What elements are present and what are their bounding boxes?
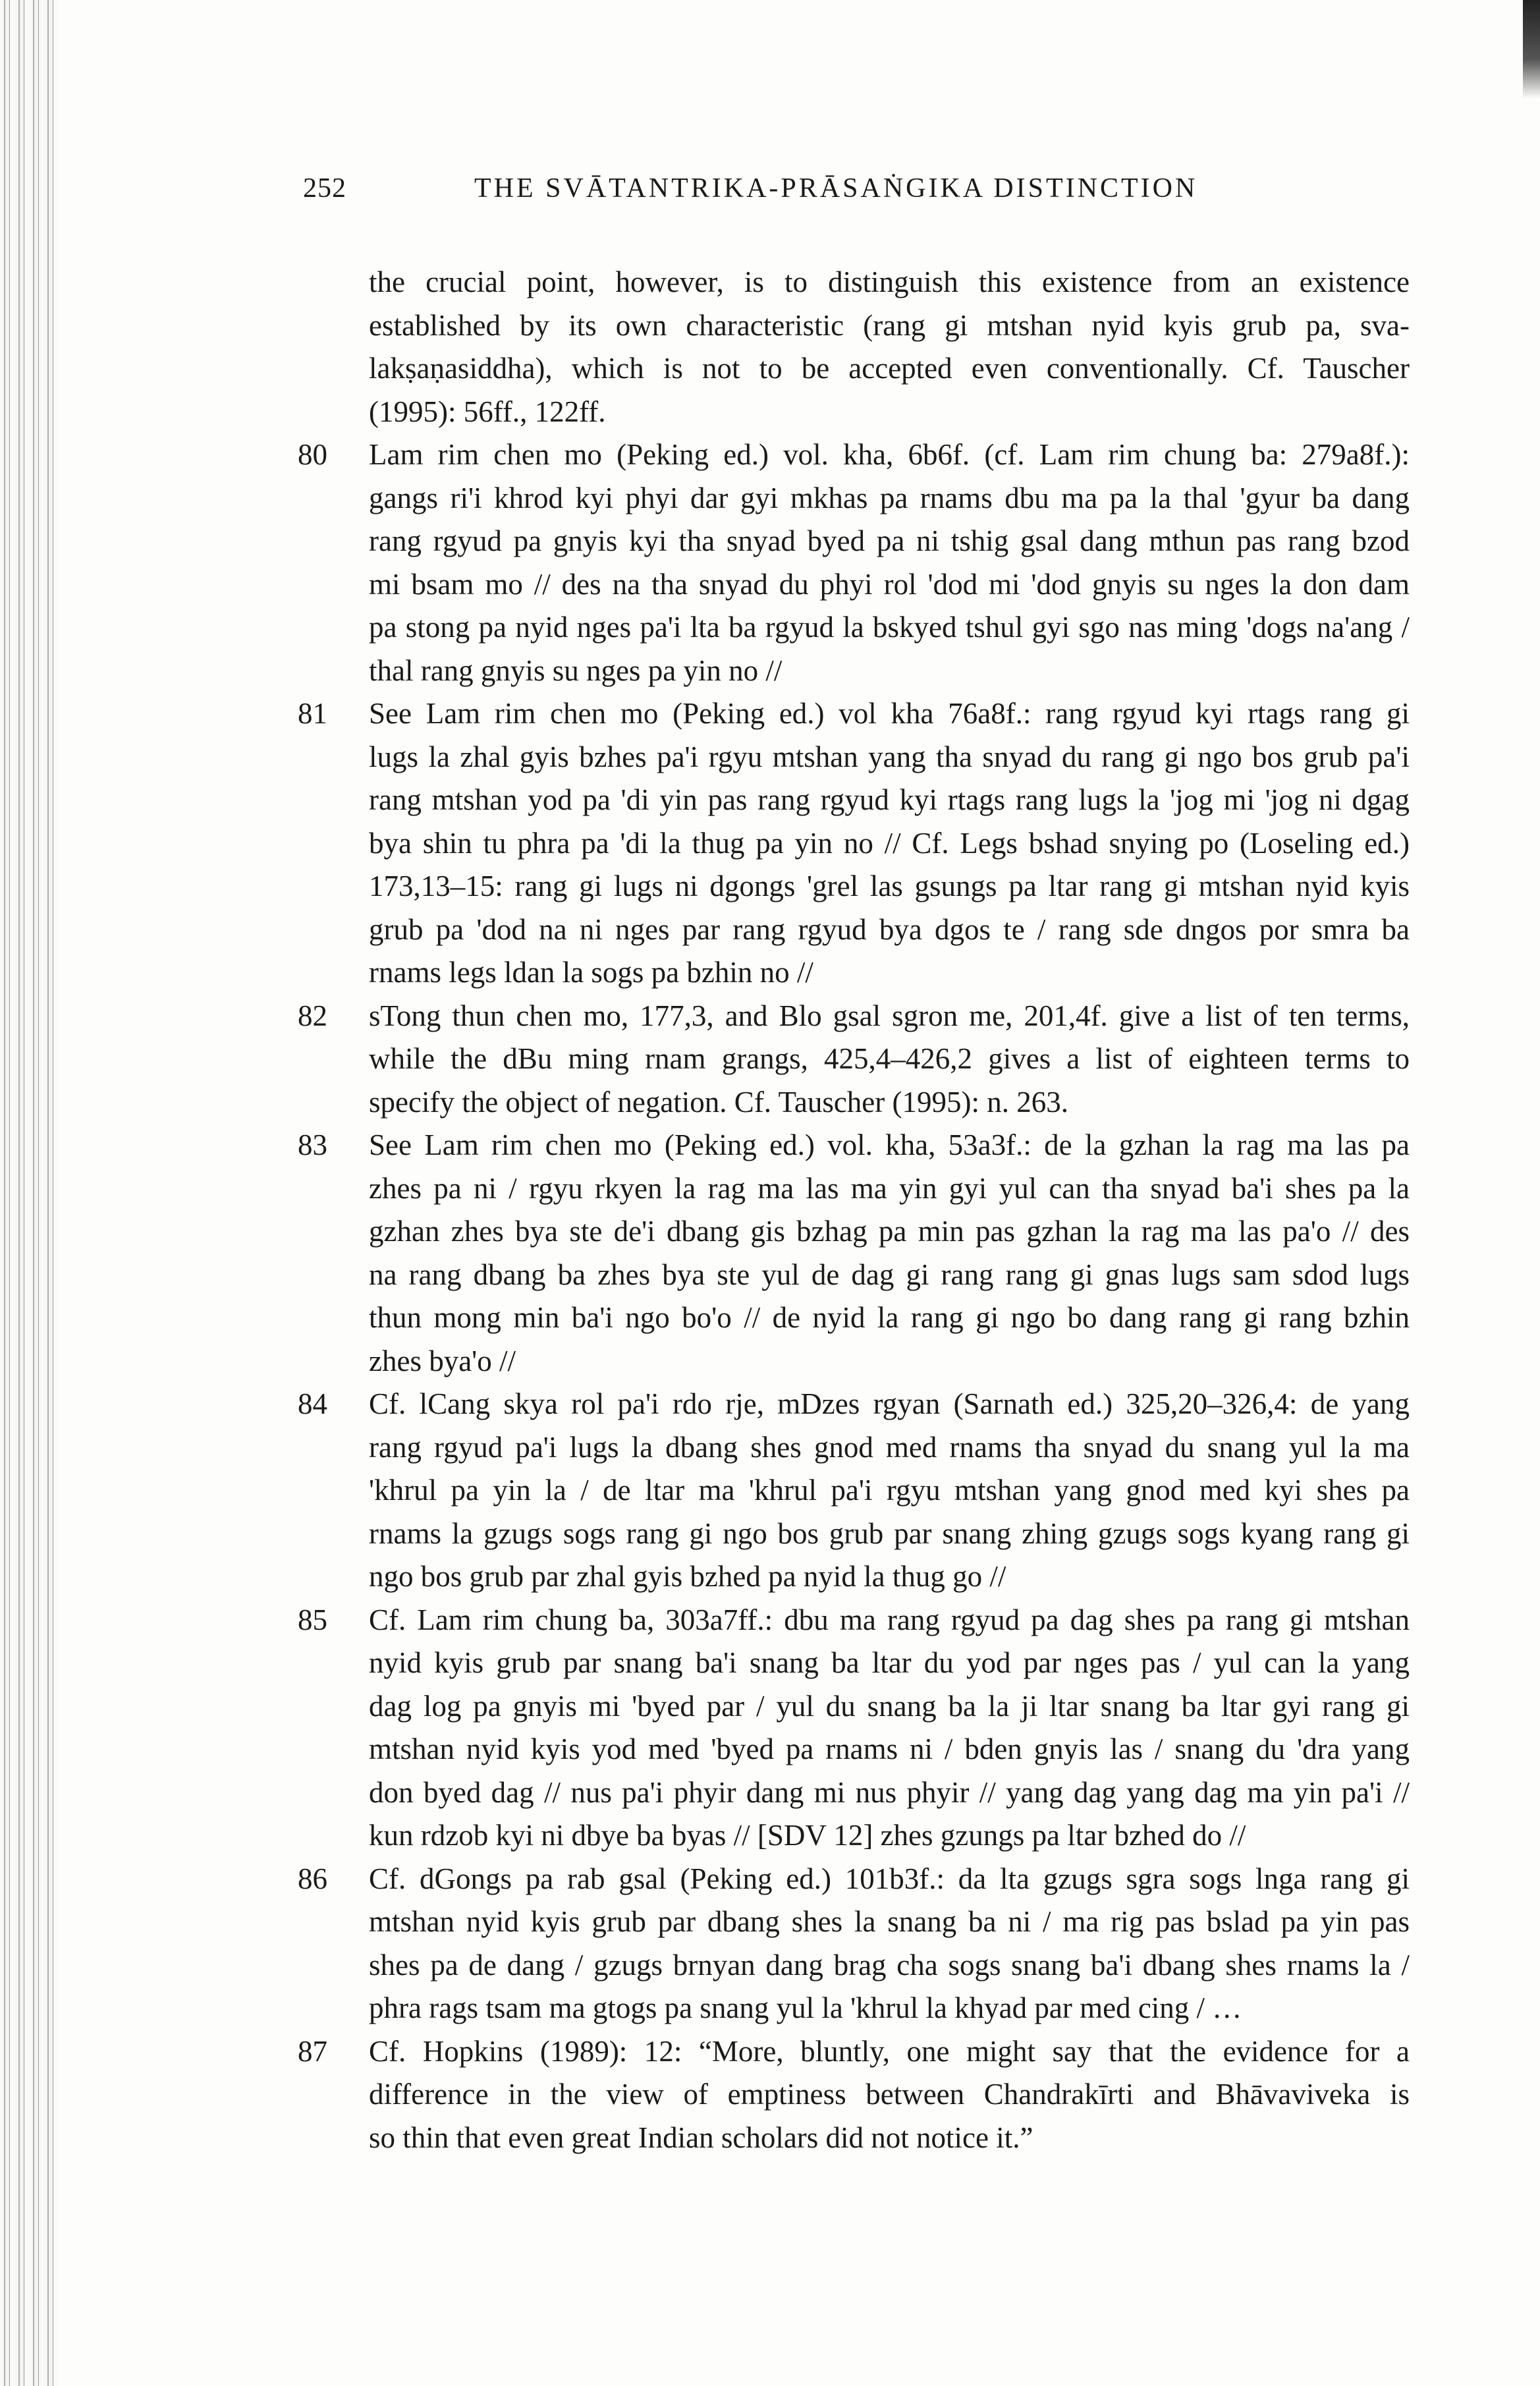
text-line: pa stong pa nyid nges pa'i lta ba rgyud la bskyed tshul gyi sgo nas ming 'dogs na'ang / (369, 611, 1410, 644)
text-line: Cf. Hopkins (1989): 12: “More, bluntly, one might say that the evidence for a (369, 2034, 1410, 2068)
text-line: Cf. dGongs pa rab gsal (Peking ed.) 101b3f.: da lta gzugs sgra sogs lnga rang gi (369, 1862, 1410, 1895)
text-line: shes pa de dang / gzugs brnyan dang brag cha sogs snang ba'i dbang shes rnams la / (369, 1948, 1410, 1982)
text-line: See Lam rim chen mo (Peking ed.) vol kha 76a8f.: rang rgyud kyi rtags rang gi (369, 697, 1410, 730)
text-line: difference in the view of emptiness between Chandrakīrti and Bhāvaviveka is (369, 2078, 1410, 2111)
text-line: See Lam rim chen mo (Peking ed.) vol. kha, 53a3f.: de la gzhan la rag ma las pa (369, 1128, 1410, 1161)
text-line: thal rang gnyis su nges pa yin no // (369, 653, 783, 687)
footnote-86 (298, 1858, 1410, 2030)
text-line: nyid kyis grub par snang ba'i snang ba ltar du yod par nges pas / yul can la yang (369, 1646, 1410, 1679)
text-line: (1995): 56ff., 122ff. (369, 395, 606, 428)
footnote-80 (298, 433, 1410, 692)
text-line: rang mtshan yod pa 'di yin pas rang rgyud kyi rtags rang lugs la 'jog mi 'jog ni dgag (369, 783, 1410, 816)
footnote-84 (298, 1383, 1410, 1599)
text-line: rnams la gzugs sogs rang gi ngo bos grub par snang zhing gzugs sogs kyang rang gi (369, 1516, 1410, 1550)
text-line: dag log pa gnyis mi 'byed par / yul du snang ba la ji ltar snang ba ltar gyi rang gi (369, 1689, 1410, 1723)
footnote-83 (298, 1124, 1410, 1383)
footnote-number: 87 (298, 2034, 327, 2068)
page-binding-edge (0, 0, 58, 2386)
text-line: zhes pa ni / rgyu rkyen la rag ma las ma yin gyi yul can tha snyad ba'i shes pa la (369, 1171, 1410, 1205)
footnote-81 (298, 692, 1410, 995)
text-line: Cf. Lam rim chung ba, 303a7ff.: dbu ma rang rgyud pa dag shes pa rang gi mtshan (369, 1603, 1410, 1636)
text-line: phra rags tsam ma gtogs pa snang yul la 'khrul la khyad par med cing / … (369, 1991, 1242, 2024)
footnote-number: 86 (298, 1862, 327, 1895)
text-line: na rang dbang ba zhes bya ste yul de dag gi rang rang gi gnas lugs sam sdod lugs (369, 1258, 1410, 1291)
text-line: 173,13–15: rang gi lugs ni dgongs 'grel las gsungs pa ltar rang gi mtshan nyid kyis (369, 870, 1410, 902)
text-line: gzhan zhes bya ste de'i dbang gis bzhag pa min pas gzhan la rag ma las pa'o // des (369, 1215, 1410, 1248)
text-line: rang rgyud pa gnyis kyi tha snyad byed pa ni tshig gsal dang mthun pas rang bzod (369, 524, 1410, 557)
text-line: while the dBu ming rnam grangs, 425,4–426,2 gives a list of eighteen terms to (369, 1042, 1410, 1075)
text-line: grub pa 'dod na ni nges par rang rgyud bya dgos te / rang sde dngos por smra ba (369, 912, 1410, 946)
text-line: lugs la zhal gyis bzhes pa'i rgyu mtshan yang tha snyad du rang gi ngo bos grub pa'i (369, 740, 1410, 773)
text-line: thun mong min ba'i ngo bo'o // de nyid la rang gi ngo bo dang rang gi rang bzhin (369, 1301, 1410, 1334)
scan-corner-mark (1523, 0, 1540, 99)
text-line: Cf. lCang skya rol pa'i rdo rje, mDzes rgyan (Sarnath ed.) 325,20–326,4: de yang (369, 1387, 1410, 1420)
footnote-number: 85 (298, 1603, 327, 1636)
footnote-number: 81 (298, 697, 327, 730)
text-line: sTong thun chen mo, 177,3, and Blo gsal sgron me, 201,4f. give a list of ten terms, (369, 999, 1410, 1032)
text-line: the crucial point, however, is to distinguish this existence from an existence (369, 265, 1410, 298)
continuation-paragraph (329, 261, 1410, 433)
text-line: lakṣaṇasiddha), which is not to be accepted even conventionally. Cf. Tauscher (369, 352, 1410, 385)
text-line: kun rdzob kyi ni dbye ba byas // [SDV 12] zhes gzungs pa ltar bzhed do // (369, 1819, 1246, 1852)
text-line: established by its own characteristic (rang gi mtshan nyid kyis grub pa, sva- (369, 308, 1410, 342)
footnote-number: 82 (298, 999, 327, 1032)
text-line: 'khrul pa yin la / de ltar ma 'khrul pa'i rgyu mtshan yang gnod med kyi shes pa (369, 1474, 1410, 1507)
footnote-number: 83 (298, 1128, 327, 1161)
text-line: zhes bya'o // (369, 1344, 516, 1377)
text-line: gangs ri'i khrod kyi phyi dar gyi mkhas pa rnams dbu ma pa la thal 'gyur ba dang (369, 481, 1410, 514)
text-line: Lam rim chen mo (Peking ed.) vol. kha, 6b6f. (cf. Lam rim chung ba: 279a8f.): (369, 438, 1410, 471)
text-line: rang rgyud pa'i lugs la dbang shes gnod med rnams tha snyad du snang yul la ma (369, 1430, 1410, 1464)
text-line: ngo bos grub par zhal gyis bzhed pa nyid la thug go // (369, 1560, 1006, 1593)
running-title: THE SVĀTANTRIKA-PRĀSAṄGIKA DISTINCTION (474, 173, 1198, 204)
footnote-number: 84 (298, 1387, 327, 1420)
page-number: 252 (303, 173, 346, 204)
text-line: bya shin tu phra pa 'di la thug pa yin no // Cf. Legs bshad snying po (Loseling ed.) (369, 826, 1410, 860)
text-line: mtshan nyid kyis grub par dbang shes la snang ba ni / ma rig pas bslad pa yin pas (369, 1905, 1410, 1938)
footnote-number: 80 (298, 438, 327, 471)
footnote-82 (298, 995, 1410, 1124)
text-line: mi bsam mo // des na tha snyad du phyi rol 'dod mi 'dod gnyis su nges la don dam (369, 567, 1410, 601)
text-line: so thin that even great Indian scholars did not notice it.” (369, 2121, 1033, 2154)
text-line: specify the object of negation. Cf. Tauscher (1995): n. 263. (369, 1085, 1068, 1119)
footnote-87 (298, 2030, 1410, 2160)
footnotes-body (298, 261, 1410, 2159)
text-line: don byed dag // nus pa'i phyir dang mi nus phyir // yang dag yang dag ma yin pa'i // (369, 1775, 1410, 1809)
page-header (303, 173, 1291, 212)
text-line: mtshan nyid kyis yod med 'byed pa rnams ni / bden gnyis las / snang du 'dra yang (369, 1733, 1410, 1765)
footnote-85 (298, 1599, 1410, 1858)
text-line: rnams legs ldan la sogs pa bzhin no // (369, 956, 813, 989)
